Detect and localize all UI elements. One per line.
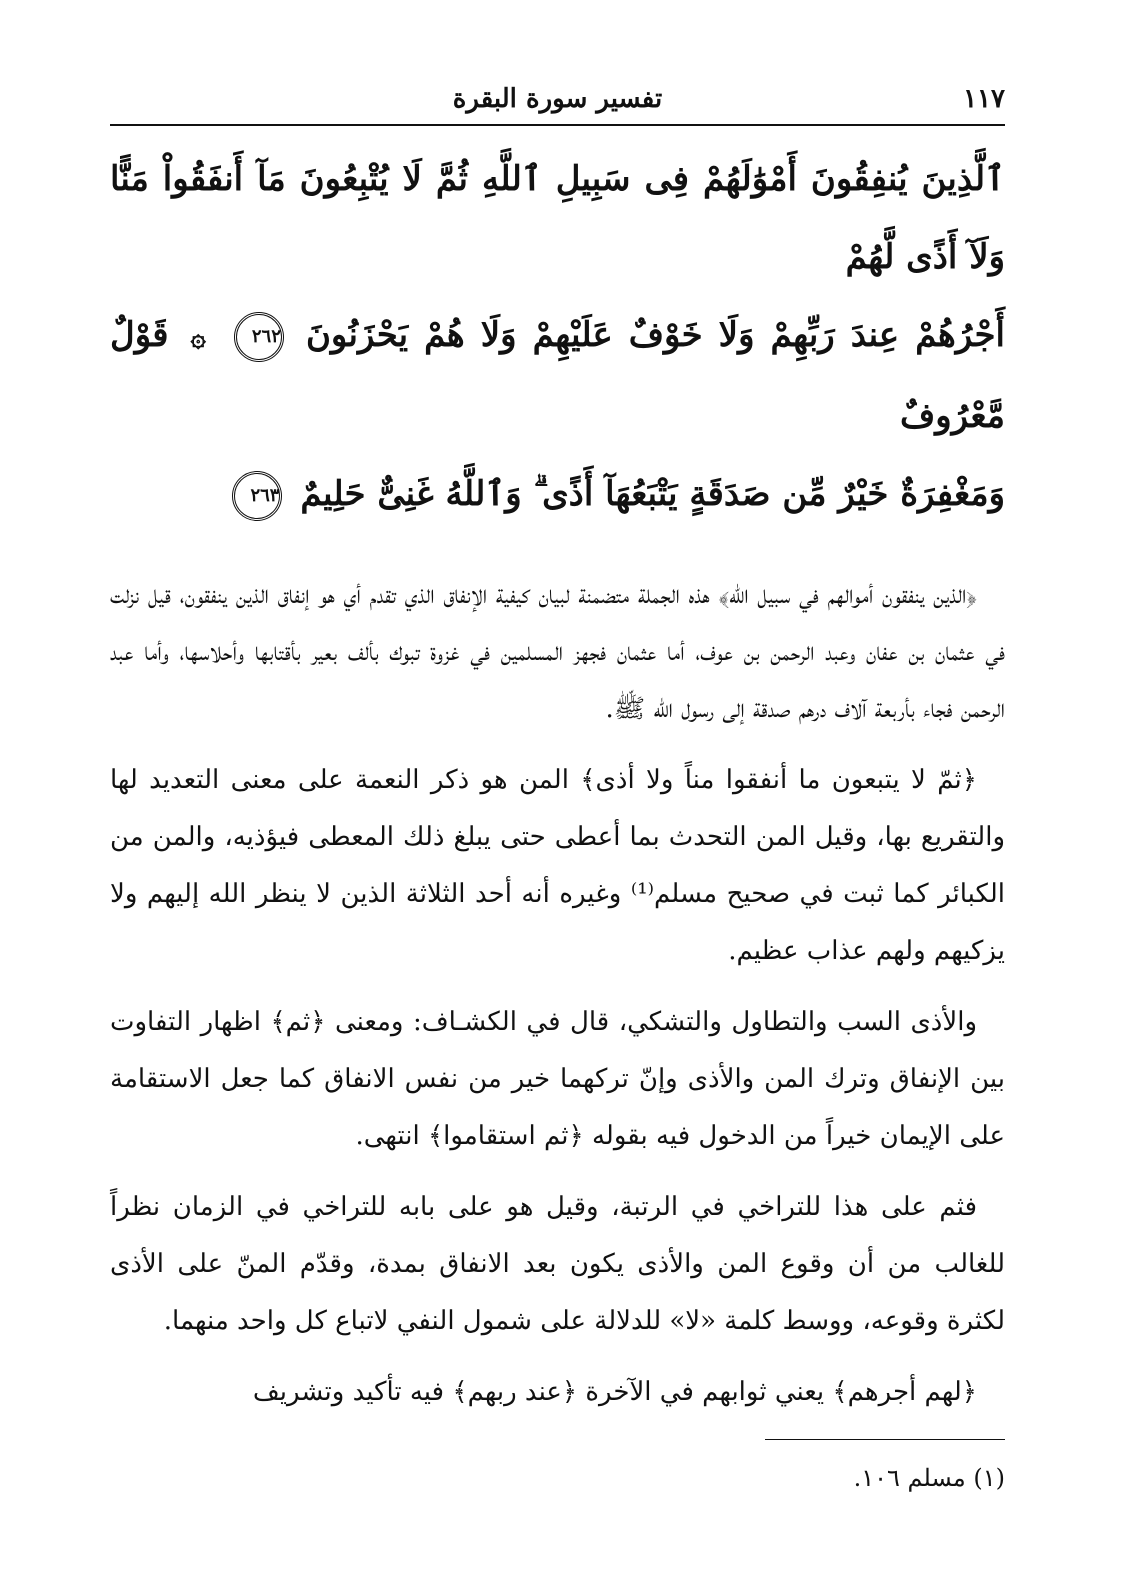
page-number: ١١٧ [963, 84, 1005, 114]
footnote-separator [765, 1439, 1005, 1440]
paragraph: والأذى السب والتطاول والتشكي، قال في الكشـاف: ومعنى ﴿ثم﴾ اظهار التفاوت بين الإنفاق وترك المن والأذى وإنّ تركهما خير من نفس الانفاق كما جعل الاستقامة على الإيمان خيراً من الدخول فيه بقوله ﴿ثم استقاموا﴾ انتهى. [110, 1007, 1005, 1151]
verse-number-marker: ٢٦٢ [234, 312, 284, 362]
verse-line-3 [110, 455, 1005, 533]
verse-text-3: وَمَغْفِرَةٌ خَيْرٌ مِّن صَدَقَةٍ يَتْبَعُهَآ أَذًى ۗ وَٱللَّهُ غَنِىٌّ حَلِيمٌ [300, 474, 1005, 514]
quran-verses [110, 140, 1005, 533]
verse-number-marker: ٢٦٣ [232, 471, 282, 521]
running-title: تفسير سورة البقرة [452, 84, 663, 114]
verse-line-1: ٱلَّذِينَ يُنفِقُونَ أَمْوَٰلَهُمْ فِى سَبِيلِ ٱللَّهِ ثُمَّ لَا يُتْبِعُونَ مَآ أَنفَقُواْ مَنًّا وَلَآ أَذًى لَّهُمْ [110, 159, 1005, 277]
footnote: (١) مسلم ١٠٦. [853, 1464, 1005, 1492]
paragraph: فثم على هذا للتراخي في الرتبة، وقيل هو على بابه للتراخي في الزمان نظراً للغالب من أن وقوع المن والأذى يكون بعد الانفاق بمدة، وقدّم المنّ على الأذى لكثرة وقوعه، ووسط كلمة «لا» للدلالة على شمول النفي لاتباع كل واحد منهما. [110, 1192, 1005, 1336]
running-header [110, 80, 1005, 126]
page [110, 80, 1005, 1492]
verse-text-2a: أَجْرُهُمْ عِندَ رَبِّهِمْ وَلَا خَوْفٌ عَلَيْهِمْ وَلَا هُمْ يَحْزَنُونَ [305, 315, 1006, 355]
paragraph: ﴿لهم أجرهم﴾ يعني ثوابهم في الآخرة ﴿عند ربهم﴾ فيه تأكيد وتشريف [252, 1377, 977, 1407]
paragraph: ﴿الذين ينفقون أموالهم في سبيل الله﴾ هذه الجملة متضمنة لبيان كيفية الإنفاق الذي تقدم أي هو إنفاق الذين ينفقون، قيل نزلت في عثمان بن عفان وعبد الرحمن بن عوف، أما عثمان فجهز المسلمين في غزوة تبوك بألف بعير بأقتابها وأحلاسها، وأما عبد الرحمن فجاء بأربعة آلاف درهم صدقة إلى رسول الله ﷺ. [110, 580, 1005, 724]
paragraph: ﴿ثمّ لا يتبعون ما أنفقوا مناً ولا أذى﴾ المن هو ذكر النعمة على معنى التعديد لها والتقريع بها، وقيل المن التحدث بما أعطى حتى يبلغ ذلك المعطى فيؤذيه، والمن من الكبائر كما ثبت في صحيح مسلم⁽¹⁾ وغيره أنه أحد الثلاثة الذين لا ينظر الله إليهم ولا يزكيهم ولهم عذاب عظيم. [110, 765, 1005, 966]
verse-text-2b: قَوْلٌ مَّعْرُوفٌ [110, 315, 1005, 436]
commentary [110, 567, 1005, 1421]
hizb-star-icon: ۞ [190, 323, 206, 353]
verse-line-2 [110, 296, 1005, 455]
